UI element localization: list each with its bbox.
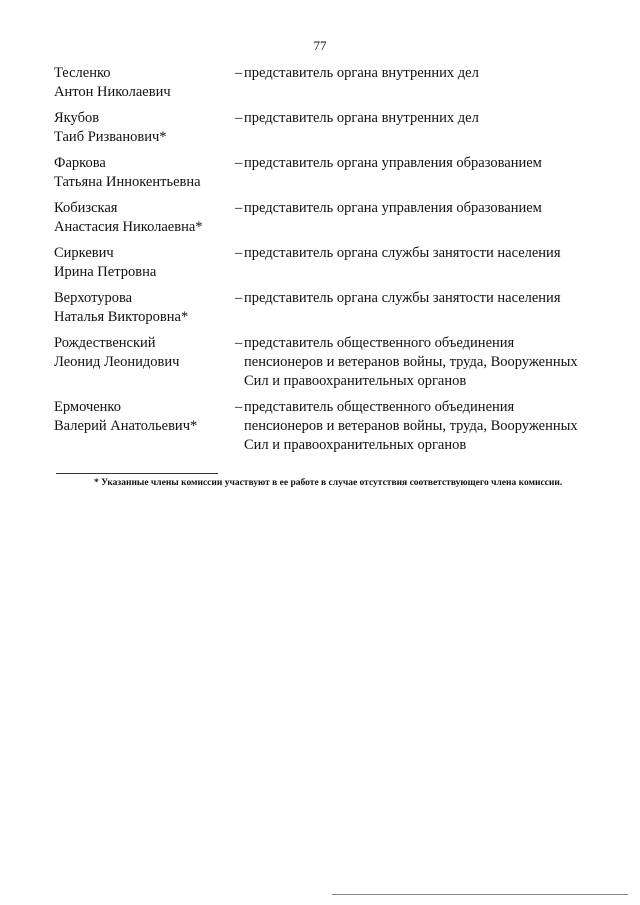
role-line: представитель органа управления образованием	[244, 200, 542, 216]
member-name	[54, 109, 235, 147]
role-line: представитель органа службы занятости населения	[244, 245, 561, 261]
role-line: представитель органа внутренних дел	[244, 65, 479, 81]
member-surname: Фаркова	[54, 155, 106, 171]
member-role	[235, 64, 594, 102]
role-text	[244, 154, 594, 192]
member-name	[54, 244, 235, 282]
role-line: представитель органа внутренних дел	[244, 110, 479, 126]
role-line: представитель общественного объединения	[244, 335, 515, 351]
member-role	[235, 289, 594, 327]
role-dash: –	[235, 335, 243, 351]
member-role	[235, 244, 594, 282]
member-surname: Тесленко	[54, 65, 111, 81]
role-dash: –	[235, 290, 243, 306]
role-line: представитель органа службы занятости населения	[244, 290, 561, 306]
bottom-rule	[332, 894, 628, 895]
member-surname: Сиркевич	[54, 245, 114, 261]
role-text	[244, 334, 594, 391]
role-dash: –	[235, 110, 243, 126]
member-name	[54, 154, 235, 192]
member-name	[54, 398, 235, 455]
member-list	[54, 64, 594, 462]
member-given-names: Валерий Анатольевич*	[54, 418, 198, 434]
member-row	[54, 154, 594, 192]
member-surname: Рождественский	[54, 335, 156, 351]
member-given-names: Татьяна Иннокентьевна	[54, 174, 201, 190]
member-given-names: Антон Николаевич	[54, 84, 171, 100]
footnote: * Указанные члены комиссии участвуют в ее работе в случае отсутствия соответствующего члена комиссии.	[94, 478, 563, 488]
member-name	[54, 199, 235, 237]
role-text	[244, 398, 594, 455]
member-surname: Ермоченко	[54, 399, 121, 415]
role-text	[244, 244, 594, 282]
role-text	[244, 109, 594, 147]
member-role	[235, 398, 594, 455]
member-role	[235, 154, 594, 192]
member-row	[54, 334, 594, 391]
member-name	[54, 334, 235, 391]
member-row	[54, 244, 594, 282]
member-given-names: Наталья Викторовна*	[54, 309, 189, 325]
role-line: пенсионеров и ветеранов войны, труда, Вооруженных	[244, 418, 578, 434]
member-surname: Якубов	[54, 110, 100, 126]
role-dash: –	[235, 399, 243, 415]
role-line: представитель общественного объединения	[244, 399, 515, 415]
member-surname: Кобизская	[54, 200, 118, 216]
role-dash: –	[235, 155, 243, 171]
member-role	[235, 199, 594, 237]
role-line: Сил и правоохранительных органов	[244, 373, 467, 389]
member-row	[54, 64, 594, 102]
member-surname: Верхотурова	[54, 290, 133, 306]
role-text	[244, 64, 594, 102]
role-line: Сил и правоохранительных органов	[244, 437, 467, 453]
member-role	[235, 109, 594, 147]
role-dash: –	[235, 65, 243, 81]
member-row	[54, 289, 594, 327]
footnote-rule	[56, 473, 218, 474]
member-name	[54, 64, 235, 102]
member-row	[54, 109, 594, 147]
member-given-names: Таиб Ризванович*	[54, 129, 167, 145]
role-text	[244, 199, 594, 237]
member-row	[54, 199, 594, 237]
page-number: 77	[313, 38, 327, 53]
role-dash: –	[235, 245, 243, 261]
member-role	[235, 334, 594, 391]
role-dash: –	[235, 200, 243, 216]
role-line: пенсионеров и ветеранов войны, труда, Вооруженных	[244, 354, 578, 370]
member-given-names: Леонид Леонидович	[54, 354, 180, 370]
member-name	[54, 289, 235, 327]
role-text	[244, 289, 594, 327]
member-given-names: Анастасия Николаевна*	[54, 219, 203, 235]
member-given-names: Ирина Петровна	[54, 264, 157, 280]
member-row	[54, 398, 594, 455]
role-line: представитель органа управления образованием	[244, 155, 542, 171]
